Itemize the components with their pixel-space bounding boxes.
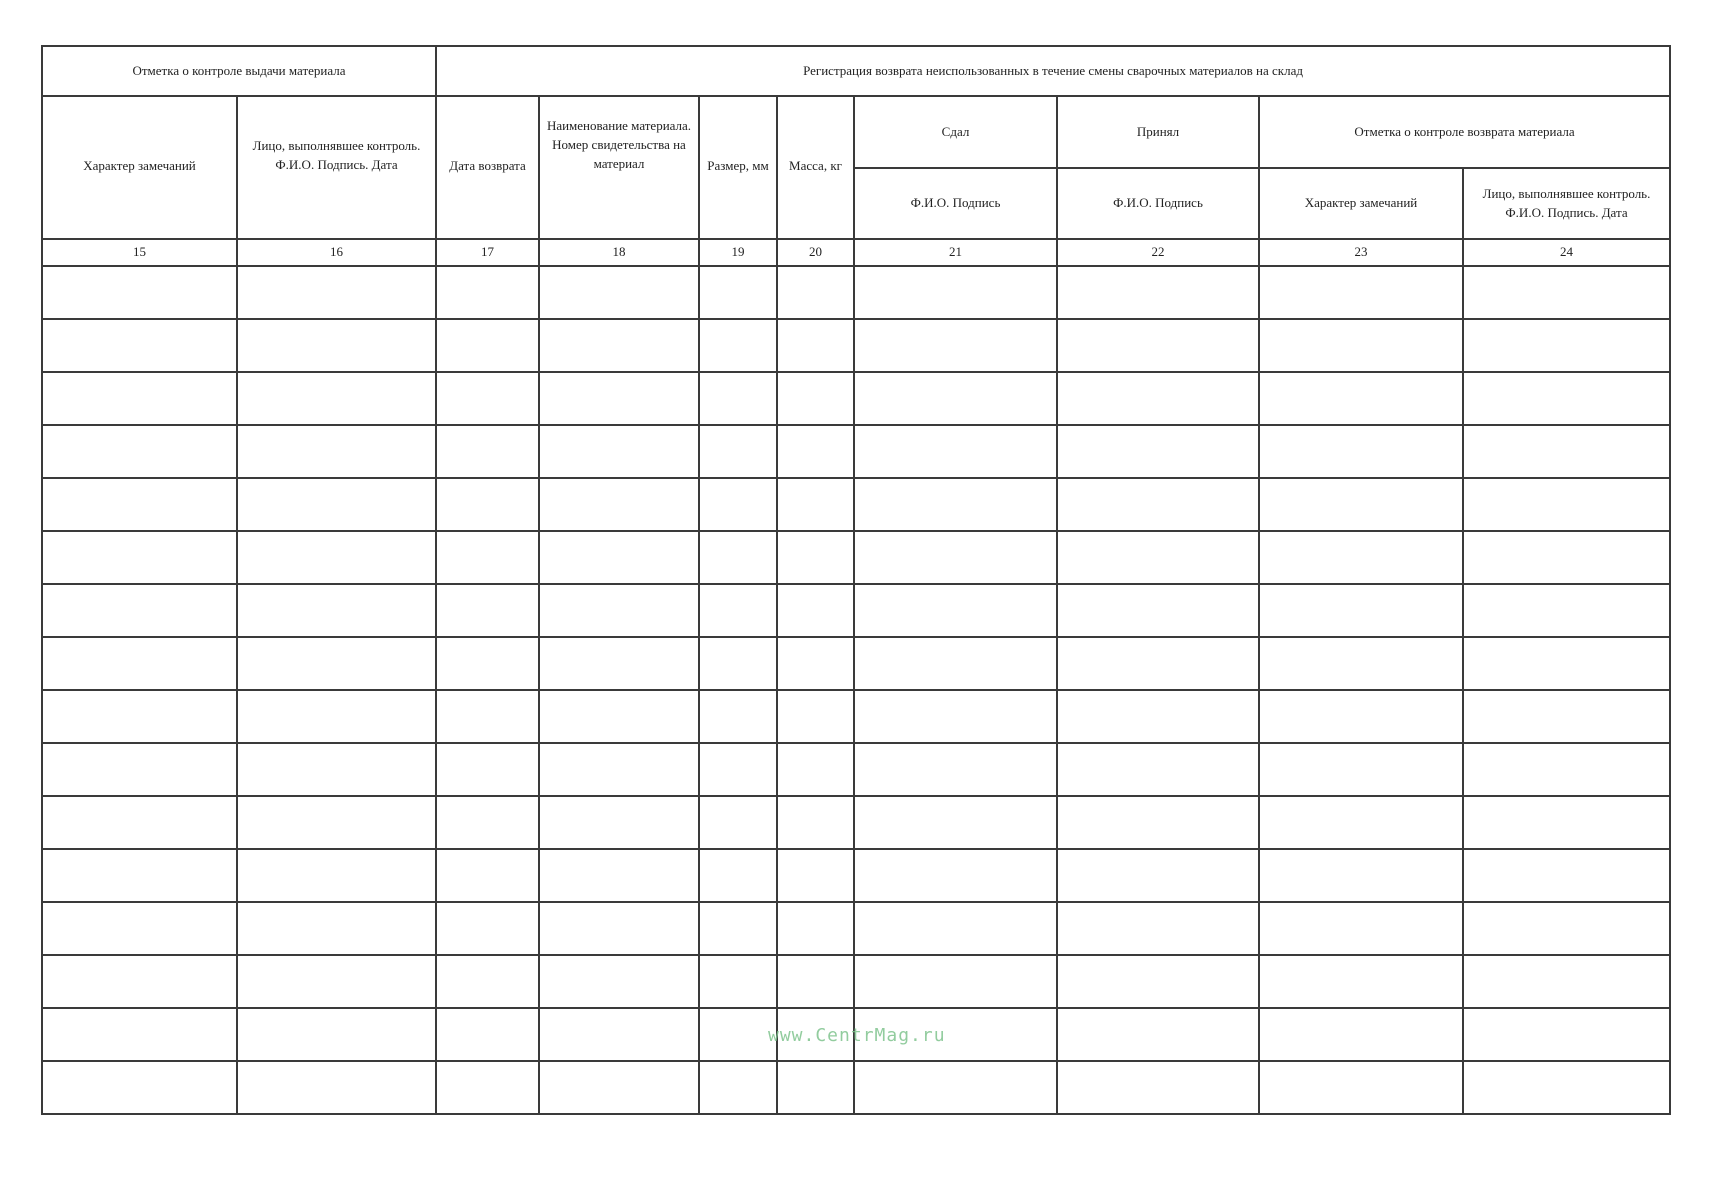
empty-cell[interactable] [237, 690, 436, 743]
empty-cell[interactable] [699, 531, 777, 584]
empty-cell[interactable] [699, 319, 777, 372]
empty-cell[interactable] [436, 372, 539, 425]
material-name-header: Наименование материала. Номер свидетельства на материал [539, 96, 699, 239]
table-row [42, 531, 1670, 584]
empty-cell[interactable] [854, 955, 1057, 1008]
empty-cell[interactable] [42, 796, 237, 849]
empty-cell[interactable] [436, 902, 539, 955]
return-remarks-character-header: Характер замечаний [1259, 168, 1463, 239]
empty-cell[interactable] [539, 796, 699, 849]
empty-cell[interactable] [237, 955, 436, 1008]
controller-person-header: Лицо, выполнявшее контроль. Ф.И.О. Подпись. Дата [237, 96, 436, 239]
empty-cell[interactable] [777, 849, 854, 902]
empty-cell[interactable] [436, 849, 539, 902]
empty-cell[interactable] [854, 531, 1057, 584]
empty-cell[interactable] [42, 531, 237, 584]
empty-cell[interactable] [1259, 478, 1463, 531]
empty-cell[interactable] [1463, 690, 1670, 743]
watermark-text: www.CentrMag.ru [768, 1025, 946, 1046]
empty-cell[interactable] [699, 637, 777, 690]
empty-cell[interactable] [42, 690, 237, 743]
empty-cell[interactable] [1259, 743, 1463, 796]
empty-cell[interactable] [539, 743, 699, 796]
empty-cell[interactable] [1057, 478, 1259, 531]
empty-cell[interactable] [237, 266, 436, 319]
column-number: 24 [1463, 239, 1670, 266]
empty-cell[interactable] [854, 372, 1057, 425]
empty-cell[interactable] [42, 584, 237, 637]
empty-cell[interactable] [42, 637, 237, 690]
column-number: 23 [1259, 239, 1463, 266]
empty-cell[interactable] [1259, 690, 1463, 743]
empty-cell[interactable] [436, 637, 539, 690]
empty-cell[interactable] [237, 743, 436, 796]
empty-cell[interactable] [42, 266, 237, 319]
empty-cell[interactable] [1057, 425, 1259, 478]
empty-cell[interactable] [777, 690, 854, 743]
empty-cell[interactable] [854, 319, 1057, 372]
empty-cell[interactable] [699, 584, 777, 637]
empty-cell[interactable] [539, 531, 699, 584]
empty-cell[interactable] [539, 372, 699, 425]
empty-cell[interactable] [1463, 372, 1670, 425]
empty-cell[interactable] [237, 1061, 436, 1114]
empty-cell[interactable] [699, 955, 777, 1008]
empty-cell[interactable] [42, 478, 237, 531]
table-row [42, 955, 1670, 1008]
empty-cell[interactable] [699, 690, 777, 743]
empty-cell[interactable] [237, 902, 436, 955]
column-number: 21 [854, 239, 1057, 266]
empty-cell[interactable] [777, 478, 854, 531]
empty-cell[interactable] [1057, 849, 1259, 902]
empty-cell[interactable] [237, 637, 436, 690]
empty-cell[interactable] [1463, 849, 1670, 902]
empty-cell[interactable] [777, 743, 854, 796]
empty-cell[interactable] [42, 1008, 237, 1061]
empty-cell[interactable] [854, 266, 1057, 319]
table-row [42, 478, 1670, 531]
table-row [42, 902, 1670, 955]
empty-cell[interactable] [699, 902, 777, 955]
empty-cell[interactable] [1463, 319, 1670, 372]
empty-cell[interactable] [1463, 531, 1670, 584]
empty-cell[interactable] [237, 478, 436, 531]
empty-cell[interactable] [237, 372, 436, 425]
empty-cell[interactable] [539, 690, 699, 743]
empty-cell[interactable] [1057, 637, 1259, 690]
table-row [42, 266, 1670, 319]
empty-cell[interactable] [539, 584, 699, 637]
issue-control-header: Отметка о контроле выдачи материала [42, 46, 436, 96]
empty-cell[interactable] [539, 902, 699, 955]
empty-cell[interactable] [42, 319, 237, 372]
return-registration-header: Регистрация возврата неиспользованных в течение смены сварочных материалов на склад [436, 46, 1670, 96]
table-row [42, 849, 1670, 902]
empty-cell[interactable] [1463, 425, 1670, 478]
empty-cell[interactable] [1057, 584, 1259, 637]
return-date-header: Дата возврата [436, 96, 539, 239]
empty-cell[interactable] [1259, 1008, 1463, 1061]
empty-cell[interactable] [854, 637, 1057, 690]
empty-cell[interactable] [237, 1008, 436, 1061]
empty-cell[interactable] [1259, 372, 1463, 425]
size-header: Размер, мм [699, 96, 777, 239]
empty-cell[interactable] [436, 531, 539, 584]
empty-cell[interactable] [854, 796, 1057, 849]
return-control-header: Отметка о контроле возврата материала [1259, 96, 1670, 168]
empty-cell[interactable] [1259, 849, 1463, 902]
empty-cell[interactable] [237, 425, 436, 478]
empty-cell[interactable] [777, 584, 854, 637]
empty-cell[interactable] [436, 319, 539, 372]
table-row [42, 584, 1670, 637]
empty-cell[interactable] [777, 637, 854, 690]
empty-cell[interactable] [436, 266, 539, 319]
empty-cell[interactable] [1463, 584, 1670, 637]
empty-cell[interactable] [42, 743, 237, 796]
empty-cell[interactable] [1463, 478, 1670, 531]
empty-cell[interactable] [1057, 955, 1259, 1008]
remarks-character-header: Характер замечаний [42, 96, 237, 239]
empty-cell[interactable] [539, 319, 699, 372]
empty-cell[interactable] [539, 425, 699, 478]
column-number: 19 [699, 239, 777, 266]
empty-cell[interactable] [42, 849, 237, 902]
handed-over-header: Сдал [854, 96, 1057, 168]
empty-cell[interactable] [539, 955, 699, 1008]
empty-cell[interactable] [1463, 743, 1670, 796]
empty-cell[interactable] [436, 584, 539, 637]
empty-cell[interactable] [436, 1008, 539, 1061]
empty-cell[interactable] [436, 1061, 539, 1114]
empty-cell[interactable] [1057, 690, 1259, 743]
empty-cell[interactable] [539, 849, 699, 902]
empty-cell[interactable] [854, 743, 1057, 796]
empty-cell[interactable] [699, 478, 777, 531]
empty-cell[interactable] [1463, 266, 1670, 319]
return-controller-person-header: Лицо, выполнявшее контроль. Ф.И.О. Подпись. Дата [1463, 168, 1670, 239]
accepted-fio-signature: Ф.И.О. Подпись [1057, 168, 1259, 239]
empty-cell[interactable] [1259, 1061, 1463, 1114]
empty-cell[interactable] [42, 955, 237, 1008]
empty-cell[interactable] [42, 902, 237, 955]
table-row [42, 637, 1670, 690]
empty-cell[interactable] [1057, 266, 1259, 319]
empty-cell[interactable] [237, 531, 436, 584]
empty-cell[interactable] [1057, 319, 1259, 372]
table-row [42, 1061, 1670, 1114]
empty-cell[interactable] [436, 743, 539, 796]
empty-cell[interactable] [1463, 1008, 1670, 1061]
empty-cell[interactable] [777, 425, 854, 478]
column-number: 16 [237, 239, 436, 266]
empty-cell[interactable] [777, 1061, 854, 1114]
empty-cell[interactable] [1057, 1008, 1259, 1061]
empty-cell[interactable] [1259, 584, 1463, 637]
empty-cell[interactable] [1259, 425, 1463, 478]
empty-cell[interactable] [1259, 637, 1463, 690]
empty-cell[interactable] [777, 902, 854, 955]
column-number: 17 [436, 239, 539, 266]
empty-cell[interactable] [1057, 796, 1259, 849]
empty-cell[interactable] [237, 849, 436, 902]
empty-cell[interactable] [854, 849, 1057, 902]
empty-cell[interactable] [436, 955, 539, 1008]
empty-cell[interactable] [699, 743, 777, 796]
empty-cell[interactable] [237, 319, 436, 372]
empty-cell[interactable] [777, 955, 854, 1008]
empty-cell[interactable] [1463, 637, 1670, 690]
empty-cell[interactable] [539, 1061, 699, 1114]
empty-cell[interactable] [42, 425, 237, 478]
empty-cell[interactable] [1057, 902, 1259, 955]
column-numbers-row [42, 239, 1670, 266]
empty-cell[interactable] [539, 266, 699, 319]
empty-cell[interactable] [237, 796, 436, 849]
empty-cell[interactable] [777, 531, 854, 584]
empty-cell[interactable] [1259, 796, 1463, 849]
empty-cell[interactable] [1463, 796, 1670, 849]
empty-cell[interactable] [42, 372, 237, 425]
empty-cell[interactable] [1057, 372, 1259, 425]
table-row [42, 743, 1670, 796]
table-row [42, 425, 1670, 478]
empty-cell[interactable] [237, 584, 436, 637]
empty-cell[interactable] [777, 796, 854, 849]
empty-cell[interactable] [539, 1008, 699, 1061]
empty-cell[interactable] [699, 266, 777, 319]
column-number: 22 [1057, 239, 1259, 266]
empty-cell[interactable] [854, 902, 1057, 955]
empty-cell[interactable] [1259, 902, 1463, 955]
table-row [42, 690, 1670, 743]
empty-cell[interactable] [854, 690, 1057, 743]
empty-cell[interactable] [854, 478, 1057, 531]
empty-cell[interactable] [436, 796, 539, 849]
table-row [42, 796, 1670, 849]
empty-cell[interactable] [1259, 319, 1463, 372]
empty-cell[interactable] [1463, 955, 1670, 1008]
column-number: 18 [539, 239, 699, 266]
empty-cell[interactable] [539, 637, 699, 690]
empty-cell[interactable] [777, 319, 854, 372]
empty-cell[interactable] [1463, 902, 1670, 955]
table-row [42, 319, 1670, 372]
empty-cell[interactable] [1057, 531, 1259, 584]
empty-cell[interactable] [436, 690, 539, 743]
welding-materials-return-table [41, 45, 1671, 1115]
empty-cell[interactable] [539, 478, 699, 531]
empty-cell[interactable] [699, 425, 777, 478]
empty-cell[interactable] [699, 372, 777, 425]
mass-header: Масса, кг [777, 96, 854, 239]
empty-cell[interactable] [1259, 955, 1463, 1008]
empty-cell[interactable] [699, 849, 777, 902]
empty-cell[interactable] [1463, 1061, 1670, 1114]
empty-cell[interactable] [1259, 531, 1463, 584]
empty-cell[interactable] [777, 266, 854, 319]
empty-cell[interactable] [1259, 266, 1463, 319]
empty-cell[interactable] [854, 425, 1057, 478]
empty-cell[interactable] [436, 425, 539, 478]
empty-cell[interactable] [854, 584, 1057, 637]
empty-cell[interactable] [436, 478, 539, 531]
column-number: 20 [777, 239, 854, 266]
empty-cell[interactable] [854, 1061, 1057, 1114]
empty-cell[interactable] [777, 372, 854, 425]
handed-over-fio-signature: Ф.И.О. Подпись [854, 168, 1057, 239]
empty-cell[interactable] [1057, 743, 1259, 796]
empty-cell[interactable] [699, 1008, 777, 1061]
empty-cell[interactable] [699, 796, 777, 849]
column-number: 15 [42, 239, 237, 266]
empty-cell[interactable] [42, 1061, 237, 1114]
table-row [42, 372, 1670, 425]
accepted-header: Принял [1057, 96, 1259, 168]
empty-cell[interactable] [699, 1061, 777, 1114]
empty-cell[interactable] [1057, 1061, 1259, 1114]
